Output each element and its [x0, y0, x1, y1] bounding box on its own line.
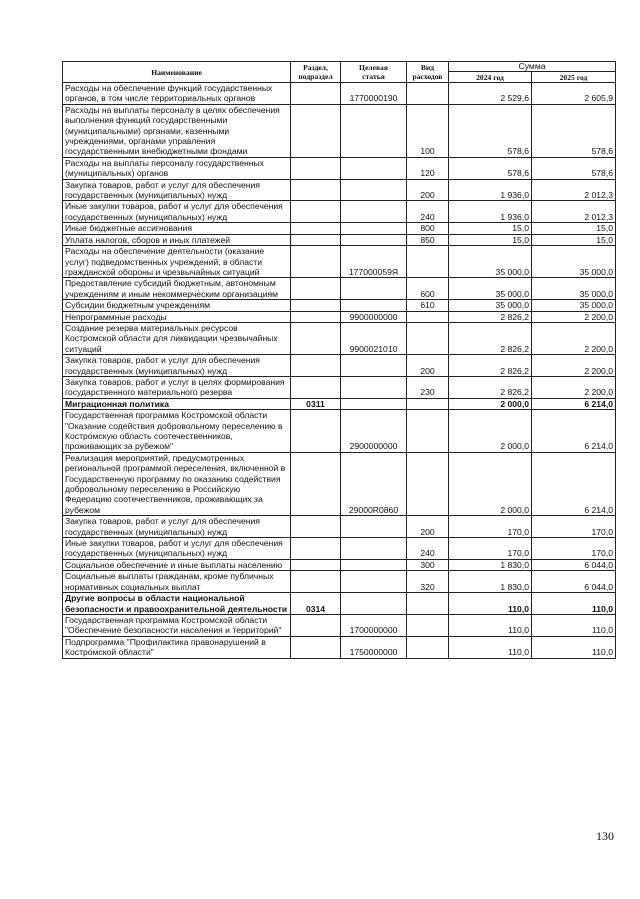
- row-name: Иные закупки товаров, работ и услуг для обеспечения государственных (муниципальных) нужд: [63, 201, 291, 223]
- table-row: [63, 223, 616, 234]
- row-section: [291, 311, 341, 322]
- row-type: [407, 593, 449, 615]
- row-name: Иные закупки товаров, работ и услуг для обеспечения государственных (муниципальных) нужд: [63, 538, 291, 560]
- row-amount-2024: 2 826,2: [449, 322, 532, 354]
- table-row: [63, 410, 616, 453]
- row-name: Другие вопросы в области национальной безопасности и правоохранительной деятельности: [63, 593, 291, 615]
- row-section: [291, 322, 341, 354]
- row-section: [291, 559, 341, 570]
- row-amount-2025: 2 200,0: [532, 311, 616, 322]
- row-type: [407, 311, 449, 322]
- row-target: 2900000000: [341, 410, 407, 453]
- row-type: [407, 452, 449, 515]
- row-section: [291, 516, 341, 538]
- table-row: [63, 234, 616, 245]
- row-name: Расходы на выплаты персоналу государственных (муниципальных) органов: [63, 157, 291, 179]
- row-amount-2024: 35 000,0: [449, 300, 532, 311]
- row-target: [341, 223, 407, 234]
- row-name: Государственная программа Костромской области "Обеспечение безопасности населения и территорий": [63, 614, 291, 636]
- header-target: Целевая статья: [341, 62, 407, 83]
- row-amount-2025: 6 214,0: [532, 452, 616, 515]
- row-name: Расходы на обеспечение деятельности (оказание услуг) подведомственных учреждений, в области гражданской обороны и чрезвычайных ситуаций: [63, 246, 291, 278]
- budget-table: [62, 61, 616, 659]
- row-target: 1700000000: [341, 614, 407, 636]
- row-target: [341, 559, 407, 570]
- table-header: [63, 62, 616, 83]
- header-type: Вид расходов: [407, 62, 449, 83]
- row-target: [341, 398, 407, 409]
- row-amount-2024: 35 000,0: [449, 246, 532, 278]
- row-target: [341, 179, 407, 201]
- row-name: Государственная программа Костромской области "Оказание содействия добровольному переселению в Костромскую область соотечественников, проживающих за рубежом": [63, 410, 291, 453]
- table-row: [63, 538, 616, 560]
- row-name: Подпрограмма "Профилактика правонарушений в Костромской области": [63, 636, 291, 658]
- table-row: [63, 559, 616, 570]
- row-name: Предоставление субсидий бюджетным, автономным учреждениям и иным некоммерческим организациям: [63, 278, 291, 300]
- row-type: 200: [407, 516, 449, 538]
- row-name: Закупка товаров, работ и услуг в целях формирования государственного материального резерва: [63, 376, 291, 398]
- row-section: [291, 223, 341, 234]
- row-amount-2024: 578,6: [449, 104, 532, 157]
- row-amount-2025: 578,6: [532, 157, 616, 179]
- row-amount-2025: 15,0: [532, 234, 616, 245]
- row-section: [291, 246, 341, 278]
- row-type: [407, 83, 449, 105]
- row-amount-2025: 35 000,0: [532, 278, 616, 300]
- row-name: Закупка товаров, работ и услуг для обеспечения государственных (муниципальных) нужд: [63, 516, 291, 538]
- row-section: [291, 234, 341, 245]
- row-amount-2025: 170,0: [532, 516, 616, 538]
- table-row: [63, 179, 616, 201]
- row-amount-2025: 110,0: [532, 614, 616, 636]
- row-name: Непрограммные расходы: [63, 311, 291, 322]
- row-type: [407, 398, 449, 409]
- header-section: Раздел, подраздел: [291, 62, 341, 83]
- row-target: 177000059Я: [341, 246, 407, 278]
- row-target: [341, 355, 407, 377]
- table-row: [63, 571, 616, 593]
- row-amount-2024: 110,0: [449, 614, 532, 636]
- row-type: 610: [407, 300, 449, 311]
- row-target: 9900021010: [341, 322, 407, 354]
- table-row: [63, 246, 616, 278]
- row-amount-2025: 2 200,0: [532, 355, 616, 377]
- row-target: [341, 538, 407, 560]
- row-type: [407, 246, 449, 278]
- row-type: 240: [407, 538, 449, 560]
- row-amount-2025: 2 605,9: [532, 83, 616, 105]
- table-row: [63, 398, 616, 409]
- row-amount-2025: 35 000,0: [532, 246, 616, 278]
- row-type: 200: [407, 355, 449, 377]
- row-amount-2024: 110,0: [449, 593, 532, 615]
- row-section: [291, 452, 341, 515]
- row-type: 320: [407, 571, 449, 593]
- row-section: [291, 300, 341, 311]
- row-type: 230: [407, 376, 449, 398]
- page-number: 130: [596, 829, 614, 843]
- table-row: [63, 322, 616, 354]
- row-name: Создание резерва материальных ресурсов Костромской области для ликвидации чрезвычайных ситуаций: [63, 322, 291, 354]
- row-type: 800: [407, 223, 449, 234]
- row-amount-2024: 2 000,0: [449, 452, 532, 515]
- row-target: [341, 234, 407, 245]
- row-target: [341, 157, 407, 179]
- row-amount-2025: 170,0: [532, 538, 616, 560]
- table-row: [63, 83, 616, 105]
- table-row: [63, 636, 616, 658]
- row-name: Социальные выплаты гражданам, кроме публичных нормативных социальных выплат: [63, 571, 291, 593]
- row-section: 0314: [291, 593, 341, 615]
- row-amount-2025: 6 214,0: [532, 398, 616, 409]
- row-section: [291, 614, 341, 636]
- row-amount-2025: 6 044,0: [532, 559, 616, 570]
- header-name: Наименование: [63, 62, 291, 83]
- row-section: [291, 104, 341, 157]
- row-amount-2024: 2 000,0: [449, 410, 532, 453]
- row-type: 240: [407, 201, 449, 223]
- row-target: 29000R0860: [341, 452, 407, 515]
- row-target: [341, 516, 407, 538]
- row-amount-2024: 1 936,0: [449, 201, 532, 223]
- row-type: 200: [407, 179, 449, 201]
- row-amount-2024: 170,0: [449, 538, 532, 560]
- row-amount-2024: 1 830,0: [449, 571, 532, 593]
- row-section: [291, 376, 341, 398]
- row-section: [291, 355, 341, 377]
- table-row: [63, 376, 616, 398]
- table-row: [63, 614, 616, 636]
- row-amount-2024: 1 936,0: [449, 179, 532, 201]
- row-amount-2024: 35 000,0: [449, 278, 532, 300]
- row-amount-2024: 170,0: [449, 516, 532, 538]
- table-body: [63, 83, 616, 659]
- row-type: 600: [407, 278, 449, 300]
- row-amount-2025: 15,0: [532, 223, 616, 234]
- row-type: 100: [407, 104, 449, 157]
- row-amount-2025: 578,6: [532, 104, 616, 157]
- row-section: [291, 571, 341, 593]
- row-section: [291, 538, 341, 560]
- row-amount-2025: 110,0: [532, 636, 616, 658]
- row-section: [291, 157, 341, 179]
- row-name: Закупка товаров, работ и услуг для обеспечения государственных (муниципальных) нужд: [63, 355, 291, 377]
- row-amount-2024: 15,0: [449, 234, 532, 245]
- row-type: 120: [407, 157, 449, 179]
- row-amount-2025: 2 200,0: [532, 376, 616, 398]
- table-row: [63, 201, 616, 223]
- row-target: [341, 278, 407, 300]
- row-target: [341, 300, 407, 311]
- row-target: 1770000190: [341, 83, 407, 105]
- row-amount-2024: 1 830,0: [449, 559, 532, 570]
- table-row: [63, 452, 616, 515]
- row-section: 0311: [291, 398, 341, 409]
- table-row: [63, 355, 616, 377]
- row-section: [291, 179, 341, 201]
- row-name: Иные бюджетные ассигнования: [63, 223, 291, 234]
- row-amount-2025: 110,0: [532, 593, 616, 615]
- row-name: Миграционная политика: [63, 398, 291, 409]
- table-row: [63, 593, 616, 615]
- row-amount-2025: 35 000,0: [532, 300, 616, 311]
- row-amount-2025: 6 044,0: [532, 571, 616, 593]
- row-name: Уплата налогов, сборов и иных платежей: [63, 234, 291, 245]
- row-section: [291, 83, 341, 105]
- row-type: 300: [407, 559, 449, 570]
- row-type: [407, 410, 449, 453]
- header-year-2025: 2025 год: [532, 72, 616, 83]
- row-section: [291, 636, 341, 658]
- row-name: Социальное обеспечение и иные выплаты населению: [63, 559, 291, 570]
- row-amount-2024: 2 826,2: [449, 355, 532, 377]
- row-section: [291, 410, 341, 453]
- row-name: Закупка товаров, работ и услуг для обеспечения государственных (муниципальных) нужд: [63, 179, 291, 201]
- header-sum: Сумма: [449, 62, 616, 72]
- header-year-2024: 2024 год: [449, 72, 532, 83]
- row-type: [407, 636, 449, 658]
- row-section: [291, 278, 341, 300]
- row-target: 1750000000: [341, 636, 407, 658]
- row-amount-2024: 578,6: [449, 157, 532, 179]
- table-row: [63, 516, 616, 538]
- row-name: Расходы на выплаты персоналу в целях обеспечения выполнения функций государственными (муниципальными) органами, казенными учреждениями, органами управления государственными внебюджетными фондами: [63, 104, 291, 157]
- row-target: [341, 104, 407, 157]
- table-row: [63, 104, 616, 157]
- row-amount-2024: 2 529,6: [449, 83, 532, 105]
- row-amount-2025: 2 012,3: [532, 179, 616, 201]
- row-amount-2025: 2 012,3: [532, 201, 616, 223]
- row-amount-2025: 6 214,0: [532, 410, 616, 453]
- row-amount-2025: 2 200,0: [532, 322, 616, 354]
- row-type: [407, 322, 449, 354]
- row-type: [407, 614, 449, 636]
- row-type: 850: [407, 234, 449, 245]
- row-amount-2024: 110,0: [449, 636, 532, 658]
- row-name: Субсидии бюджетным учреждениям: [63, 300, 291, 311]
- row-name: Расходы на обеспечение функций государственных органов, в том числе территориальных органов: [63, 83, 291, 105]
- row-target: 9900000000: [341, 311, 407, 322]
- table-row: [63, 300, 616, 311]
- row-amount-2024: 2 826,2: [449, 311, 532, 322]
- row-target: [341, 593, 407, 615]
- table-row: [63, 311, 616, 322]
- row-amount-2024: 2 826,2: [449, 376, 532, 398]
- table-row: [63, 278, 616, 300]
- row-target: [341, 201, 407, 223]
- table-row: [63, 157, 616, 179]
- row-section: [291, 201, 341, 223]
- row-target: [341, 571, 407, 593]
- row-name: Реализация мероприятий, предусмотренных региональной программой переселения, включенной в Государственную программу по оказанию содействия добровольному переселению в Российскую Федерацию соотечественников, проживающих за рубежом: [63, 452, 291, 515]
- row-amount-2024: 2 000,0: [449, 398, 532, 409]
- row-target: [341, 376, 407, 398]
- row-amount-2024: 15,0: [449, 223, 532, 234]
